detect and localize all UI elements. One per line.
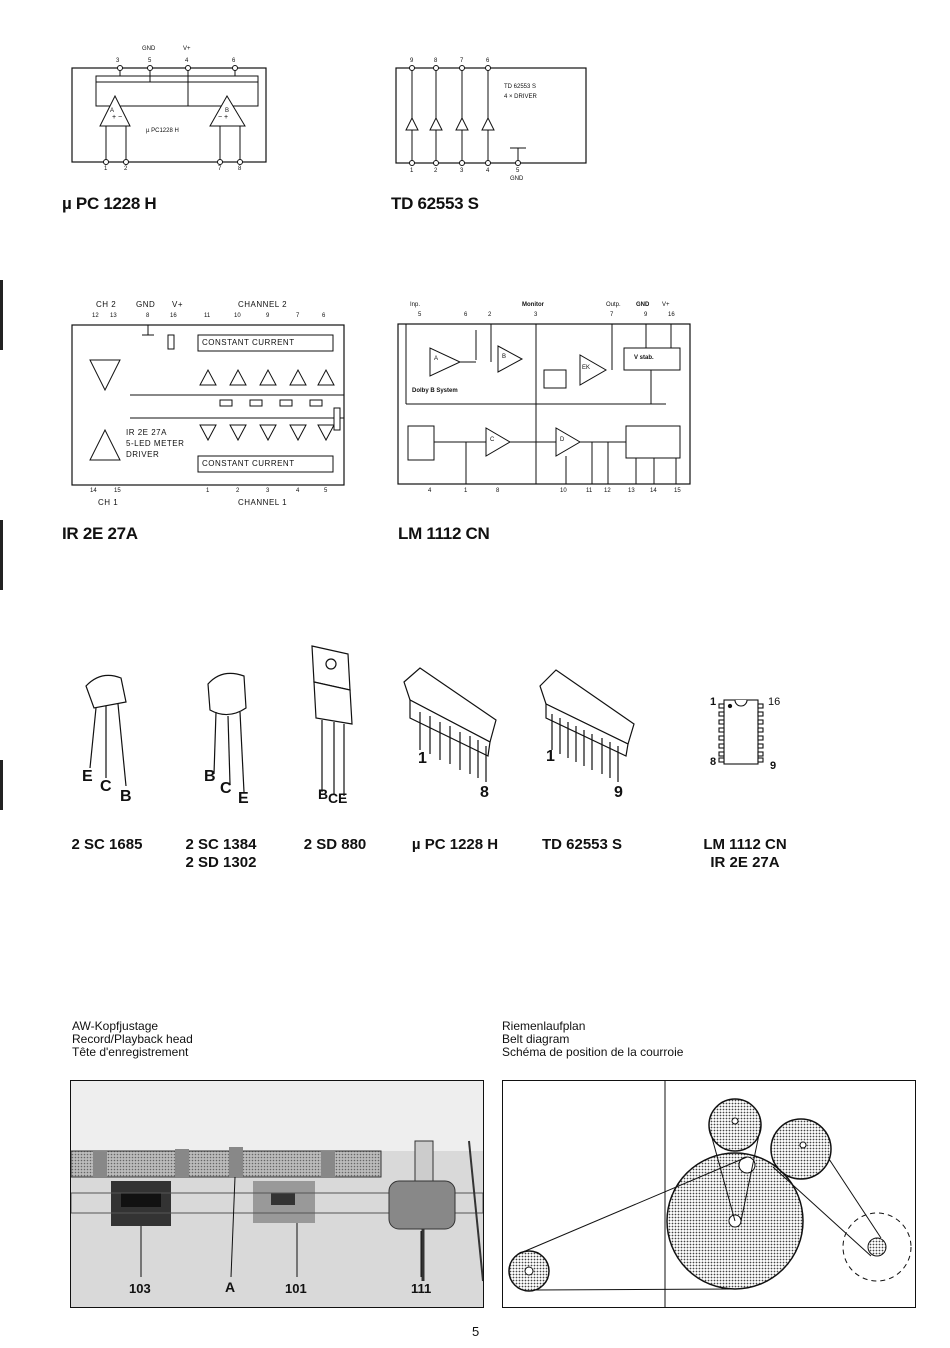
pin-number: 6 bbox=[322, 313, 326, 319]
callout-label: 101 bbox=[285, 1281, 307, 1296]
package-sip9-td62553s bbox=[536, 664, 636, 809]
callout-label: 111 bbox=[411, 1281, 432, 1296]
pin-number: 2 bbox=[434, 168, 438, 174]
pin-label: C bbox=[100, 778, 112, 795]
pin-label: B bbox=[204, 768, 216, 785]
pin-number: 9 bbox=[410, 58, 414, 64]
pin-label: C bbox=[220, 780, 232, 797]
pin-label: 1 bbox=[546, 748, 555, 765]
pin-number: 1 bbox=[410, 168, 414, 174]
package-to220-2sd880 bbox=[300, 640, 370, 815]
pin-number: 9 bbox=[266, 313, 270, 319]
pin-number: 4 bbox=[486, 168, 490, 174]
page-edge-mark bbox=[0, 760, 3, 810]
block-ek-label: EK bbox=[582, 365, 591, 371]
pin-number: 5 bbox=[418, 312, 422, 318]
pin-number: 11 bbox=[204, 313, 211, 319]
pin-number: 6 bbox=[486, 58, 490, 64]
pin-number: 12 bbox=[92, 313, 99, 319]
pin-number: 3 bbox=[534, 312, 538, 318]
pin-number: 13 bbox=[110, 313, 117, 319]
pin-number: 1 bbox=[206, 488, 210, 494]
pin-label: 1 bbox=[418, 750, 427, 767]
pin-number: 5 bbox=[516, 168, 520, 174]
page-edge-mark bbox=[0, 280, 3, 350]
pin-number: 6 bbox=[232, 58, 236, 64]
pin-number: 16 bbox=[668, 312, 675, 318]
pin-number: 8 bbox=[496, 488, 500, 494]
pin-number: 2 bbox=[124, 166, 128, 172]
schematic-upc1228h bbox=[70, 46, 270, 181]
belt-diagram-caption bbox=[502, 1020, 683, 1059]
package-label bbox=[176, 836, 266, 872]
block-a-label: A bbox=[434, 356, 439, 362]
pin-label: E bbox=[82, 768, 93, 785]
vstab-label: V stab. bbox=[634, 355, 654, 361]
caption-line-de: AW-Kopfjustage bbox=[72, 1019, 159, 1033]
chip-label: IR 2E 27A bbox=[126, 428, 167, 437]
block-b-label: B bbox=[502, 354, 507, 360]
pin-number: 3 bbox=[116, 58, 120, 64]
pin-number: 2 bbox=[488, 312, 492, 318]
pin-number: 14 bbox=[90, 488, 97, 494]
gnd-label: GND bbox=[136, 300, 156, 309]
dolby-label: Dolby B System bbox=[412, 388, 458, 394]
pin-number: 6 bbox=[464, 312, 468, 318]
page-number: 5 bbox=[472, 1324, 480, 1339]
constant-current-label: CONSTANT CURRENT bbox=[202, 338, 295, 347]
package-label-line: 2 SD 1302 bbox=[185, 854, 257, 871]
amp-b-label: B bbox=[225, 108, 230, 114]
amp-a-label: A bbox=[110, 108, 115, 114]
pin-number: 1 bbox=[464, 488, 468, 494]
package-label bbox=[292, 836, 378, 854]
package-to92-2sc1685 bbox=[76, 668, 146, 813]
vplus-label: V+ bbox=[172, 300, 184, 309]
caption-line-de: Riemenlaufplan bbox=[502, 1019, 586, 1033]
belt-diagram bbox=[502, 1080, 916, 1308]
pin-label: B bbox=[318, 786, 329, 802]
package-label-line: 2 SC 1384 bbox=[185, 836, 257, 853]
pin-number: 7 bbox=[218, 166, 222, 172]
pin-number: 10 bbox=[234, 313, 241, 319]
chip-label: 4 × DRIVER bbox=[504, 94, 537, 100]
package-label-line: µ PC 1228 H bbox=[411, 836, 499, 853]
pin-number: 7 bbox=[296, 313, 300, 319]
pin-number: 9 bbox=[644, 312, 648, 318]
gnd-label: GND bbox=[510, 176, 524, 182]
package-label-line: TD 62553 S bbox=[541, 836, 623, 853]
pin-label: 16 bbox=[768, 696, 781, 708]
gnd-label: GND bbox=[142, 46, 156, 52]
pin-number: 8 bbox=[434, 58, 438, 64]
pin-number: 12 bbox=[604, 488, 611, 494]
package-label bbox=[690, 836, 800, 872]
package-label bbox=[62, 836, 152, 854]
package-label-line: 2 SD 880 bbox=[303, 836, 367, 853]
head-photo bbox=[70, 1080, 484, 1308]
callout-label: A bbox=[225, 1279, 236, 1295]
svg-text:+ −: + − bbox=[112, 114, 123, 121]
channel2-label: CHANNEL 2 bbox=[238, 300, 288, 309]
pin-number: 15 bbox=[674, 488, 681, 494]
block-d-label: D bbox=[560, 437, 565, 443]
pin-number: 7 bbox=[610, 312, 614, 318]
package-label bbox=[400, 836, 510, 854]
gnd-label: GND bbox=[636, 302, 650, 308]
pin-label: E bbox=[338, 790, 348, 806]
pin-number: 5 bbox=[148, 58, 152, 64]
schematic-title: IR 2E 27A bbox=[62, 524, 138, 543]
pin-label: 8 bbox=[480, 784, 489, 801]
svg-text:− +: − + bbox=[218, 114, 229, 121]
package-label bbox=[530, 836, 634, 854]
pin-label: 9 bbox=[770, 760, 777, 772]
output-label: Outp. bbox=[606, 302, 621, 308]
channel1-label: CHANNEL 1 bbox=[238, 498, 288, 507]
chip-label: TD 62553 S bbox=[504, 84, 537, 90]
ch1-label: CH 1 bbox=[98, 498, 119, 507]
pin-number: 14 bbox=[650, 488, 657, 494]
caption-line-en: Record/Playback head bbox=[72, 1032, 193, 1046]
pin-number: 16 bbox=[170, 313, 177, 319]
pin-label: E bbox=[238, 790, 249, 807]
schematic-lm1112cn bbox=[396, 300, 696, 510]
pin-label: C bbox=[328, 790, 339, 806]
block-c-label: C bbox=[490, 437, 495, 443]
chip-label: DRIVER bbox=[126, 450, 160, 459]
pin-number: 8 bbox=[146, 313, 150, 319]
pin-number: 11 bbox=[586, 488, 593, 494]
ch2-label: CH 2 bbox=[96, 300, 117, 309]
schematic-title: LM 1112 CN bbox=[398, 524, 490, 543]
pin-label: 9 bbox=[614, 784, 623, 801]
package-label-line: IR 2E 27A bbox=[710, 854, 780, 871]
caption-line-en: Belt diagram bbox=[502, 1032, 570, 1046]
pin-label: B bbox=[120, 788, 132, 805]
caption-line-fr: Tête d'enregistrement bbox=[72, 1045, 189, 1059]
page-edge-mark bbox=[0, 520, 3, 590]
pin-label: 8 bbox=[710, 756, 717, 768]
pin-number: 2 bbox=[236, 488, 240, 494]
chip-label: µ PC1228 H bbox=[146, 128, 179, 134]
vplus-label: V+ bbox=[662, 302, 670, 308]
pin-number: 10 bbox=[560, 488, 567, 494]
pin-number: 15 bbox=[114, 488, 121, 494]
input-label: Inp. bbox=[410, 302, 421, 308]
head-photo-caption bbox=[72, 1020, 193, 1059]
package-to92l-2sc1384 bbox=[200, 664, 270, 809]
schematic-title: µ PC 1228 H bbox=[62, 194, 157, 213]
schematic-title: TD 62553 S bbox=[391, 194, 479, 213]
vplus-label: V+ bbox=[183, 46, 191, 52]
pin-number: 4 bbox=[296, 488, 300, 494]
package-dip16 bbox=[706, 694, 781, 779]
pin-number: 7 bbox=[460, 58, 464, 64]
pin-label: 1 bbox=[710, 696, 717, 708]
pin-number: 1 bbox=[104, 166, 108, 172]
pin-number: 5 bbox=[324, 488, 328, 494]
monitor-label: Monitor bbox=[522, 302, 544, 308]
chip-label: 5-LED METER bbox=[126, 439, 185, 448]
schematic-td62553s bbox=[392, 56, 592, 191]
pin-number: 4 bbox=[428, 488, 432, 494]
pin-number: 3 bbox=[266, 488, 270, 494]
pin-number: 4 bbox=[185, 58, 189, 64]
schematic-ir2e27a bbox=[70, 300, 350, 520]
package-label-line: 2 SC 1685 bbox=[71, 836, 143, 853]
constant-current-label: CONSTANT CURRENT bbox=[202, 459, 295, 468]
pin-number: 13 bbox=[628, 488, 635, 494]
callout-label: 103 bbox=[129, 1281, 151, 1296]
caption-line-fr: Schéma de position de la courroie bbox=[502, 1045, 684, 1059]
package-label-line: LM 1112 CN bbox=[703, 836, 787, 853]
pin-number: 8 bbox=[238, 166, 242, 172]
pin-number: 3 bbox=[460, 168, 464, 174]
package-sip8-upc1228h bbox=[400, 660, 500, 805]
